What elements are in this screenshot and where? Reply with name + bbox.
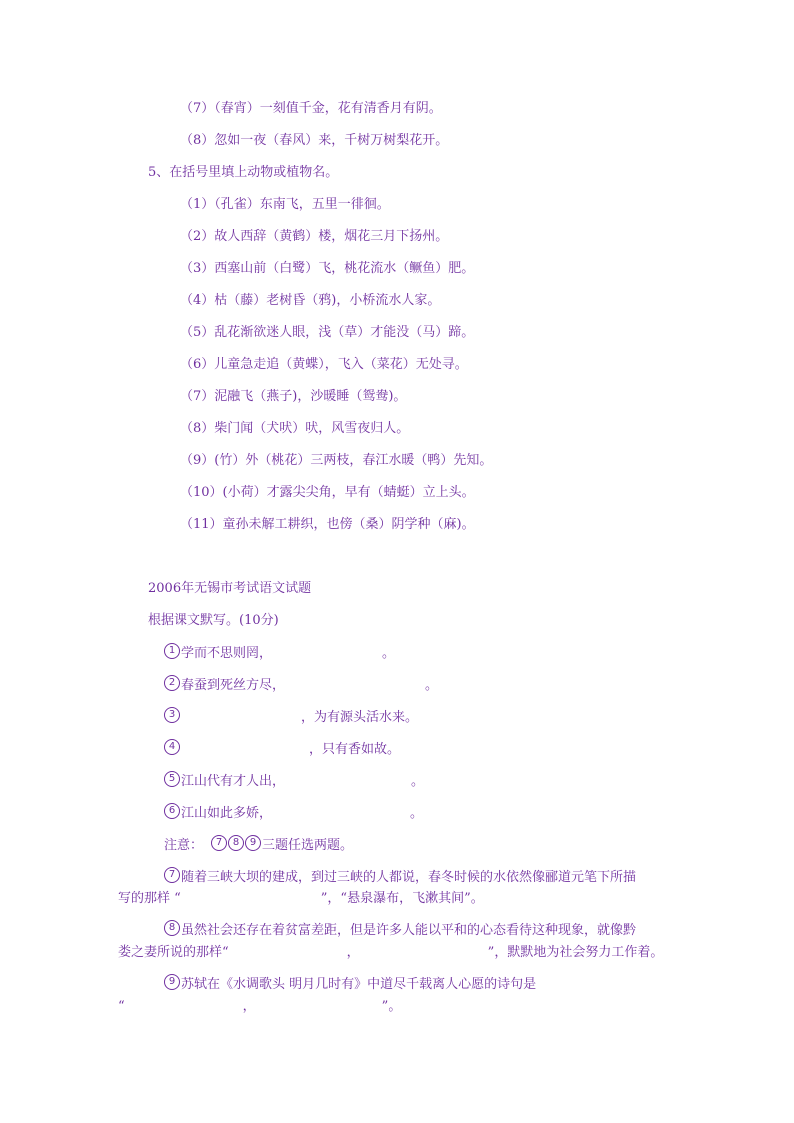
circled-number: 6 [164,803,180,819]
exam-item-3: 3 ，为有源头活水来。 [164,707,418,727]
circled-number: 3 [164,707,180,723]
circled-number: 5 [164,771,180,787]
q5-item: （10）(小荷）才露尖尖角，早有（蜻蜓）立上头。 [180,485,475,500]
question-5-title: 5、在括号里填上动物或植物名。 [148,165,339,180]
exam-q9-line2: “ ， ”。 [118,999,402,1014]
circled-number: 7 [164,867,180,883]
exam-item-1: 1 学而不思则罔， 。 [164,643,395,663]
q5-item: （1）（孔雀）东南飞，五里一徘徊。 [180,197,390,212]
exam-q8-line2: 娄之妻所说的那样“ ， ”，默默地为社会努力工作着。 [118,945,664,960]
exam-note: 注意： 7 8 9 三题任选两题。 [164,837,354,853]
q5-item: （6）儿童急走追（黄蝶），飞入（菜花）无处寻。 [180,357,468,372]
circled-number: 1 [164,643,180,659]
q5-item: （2）故人西辞（黄鹤）楼，烟花三月下扬州。 [180,229,449,244]
exam-item-4: 4 ，只有香如故。 [164,739,400,759]
circled-number: 8 [228,835,244,851]
poem-line-7: （7）（春宵）一刻值千金，花有清香月有阴。 [180,101,442,116]
exam-q8-line1: 8 虽然社会还存在着贫富差距，但是许多人能以平和的心态看待这种现象，就像黔 [164,920,636,940]
q5-item: （4）枯（藤）老树昏（鸦)，小桥流水人家。 [180,293,441,308]
exam-item-2: 2 春蚕到死丝方尽， 。 [164,675,438,695]
q5-item: （11）童孙未解工耕织，也傍（桑）阴学种（麻)。 [180,517,475,532]
exam-title: 2006年无锡市考试语文试题 [148,581,312,596]
exam-instruction: 根据课文默写。(10分) [148,613,279,628]
q5-item: （7）泥融飞（燕子)，沙暖睡（鸳鸯)。 [180,389,407,404]
circled-number: 4 [164,739,180,755]
q5-item: （3）西塞山前（白鹭）飞，桃花流水（鳜鱼）肥。 [180,261,475,276]
exam-item-6: 6 江山如此多娇， 。 [164,803,423,823]
exam-item-5: 5 江山代有才人出， 。 [164,771,424,791]
circled-number: 9 [245,835,261,851]
circled-number: 9 [164,974,180,990]
q5-item: （5）乱花渐欲迷人眼，浅（草）才能没（马）蹄。 [180,325,475,340]
exam-q7-line2: 写的那样 “ ”，“悬泉瀑布，飞漱其间”。 [118,891,484,906]
circled-number: 7 [211,835,227,851]
exam-q7-line1: 7 随着三峡大坝的建成，到过三峡的人都说，春冬时候的水依然像郦道元笔下所描 [164,867,636,887]
q5-item: （8）柴门闻（犬吠）吠，风雪夜归人。 [180,421,410,436]
poem-line-8: （8）忽如一夜（春风）来，千树万树梨花开。 [180,133,449,148]
circled-number: 8 [164,920,180,936]
q5-item: （9）(竹）外（桃花）三两枝，春江水暖（鸭）先知。 [180,453,493,468]
circled-number: 2 [164,675,180,691]
exam-q9-line1: 9 苏轼在《水调歌头 明月几时有》中道尽千载离人心愿的诗句是 [164,974,536,994]
